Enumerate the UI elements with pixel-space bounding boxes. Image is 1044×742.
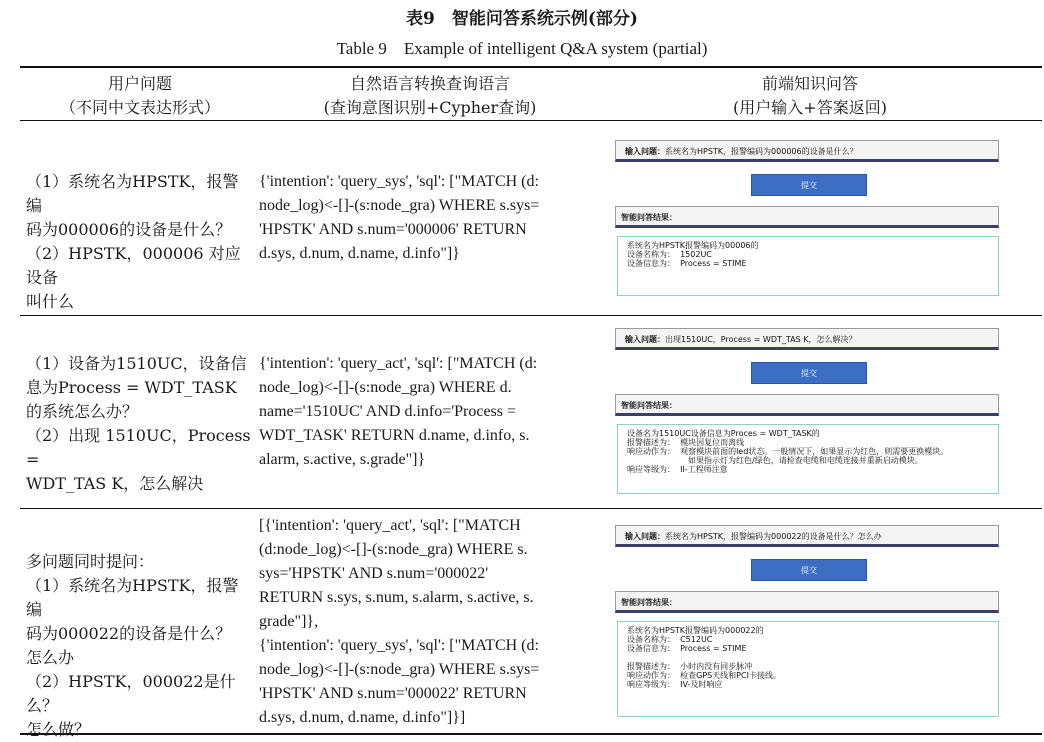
submit-button[interactable]: 提交 — [751, 174, 867, 196]
header-user-question — [20, 72, 260, 120]
row1-question — [26, 170, 251, 314]
result-label: 智能问答结果： — [621, 598, 677, 607]
query-line: {'intention': 'query_sys', 'sql': ["MATCH (d: — [259, 637, 539, 654]
question-line: 怎么办 — [26, 648, 75, 667]
row3-qa-screenshot — [615, 525, 1005, 725]
header-subtext: (用户输入+答案返回) — [733, 98, 887, 117]
answer-line: 设备名称为： 1502UC — [627, 250, 712, 259]
question-line: 怎么做？ — [26, 720, 91, 739]
input-label: 输入问题： — [625, 147, 665, 156]
row2-query — [259, 352, 574, 472]
query-line: {'intention': 'query_sys', 'sql': ["MATCH (d: — [259, 173, 539, 190]
query-line: {'intention': 'query_act', 'sql': ["MATCH (d: — [259, 355, 538, 372]
submit-button[interactable]: 提交 — [751, 559, 867, 581]
query-line: [{'intention': 'query_act', 'sql': ["MATCH — [259, 517, 521, 534]
result-bar — [615, 591, 999, 613]
question-line: 码为000022的设备是什么？ — [26, 624, 232, 643]
question-input-bar[interactable] — [615, 140, 999, 162]
answer-line: 报警描述为： 模块因复位而离线 — [627, 438, 745, 447]
question-line: 息为Process = WDT_TASK — [26, 378, 237, 397]
answer-line: 报警描述为： 小时内没有同步脉冲 — [627, 662, 753, 671]
answer-line: 响应等级为： II-工程师注意 — [627, 465, 728, 474]
input-label: 输入问题： — [625, 532, 665, 541]
table-caption-en: Table 9 Example of intelligent Q&A system (partial) — [336, 39, 708, 58]
row2-question — [26, 352, 251, 496]
question-line: （2）HPSTK，000022是什么？ — [26, 672, 236, 715]
query-line: d.sys, d.num, d.name, d.info"]}] — [259, 709, 466, 726]
question-line: 的系统怎么办？ — [26, 402, 139, 421]
query-line: alarm, s.active, s.grade"]} — [259, 451, 426, 468]
header-query-language — [260, 72, 600, 120]
result-label: 智能问答结果： — [621, 401, 677, 410]
header-rule — [20, 120, 1042, 121]
header-subtext: （不同中文表达形式） — [59, 98, 220, 117]
answer-line: 设备信息为： Process = STIME — [627, 644, 747, 653]
question-line: （2）出现 1510UC，Process = — [26, 426, 251, 469]
row3-question — [26, 550, 251, 742]
header-text: 用户问题 — [107, 74, 172, 93]
header-subtext: (查询意图识别+Cypher查询) — [323, 98, 537, 117]
query-line: name='1510UC' AND d.info='Process = — [259, 403, 517, 420]
question-line: （1）系统名为HPSTK，报警编 — [26, 576, 239, 619]
query-line: WDT_TASK' RETURN d.name, d.info, s. — [259, 427, 530, 444]
query-line: node_log)<-[]-(s:node_gra) WHERE d. — [259, 379, 512, 396]
result-bar — [615, 206, 999, 228]
query-line: d.sys, d.num, d.name, d.info"]} — [259, 245, 460, 262]
row3-query — [259, 514, 574, 730]
query-line: 'HPSTK' AND s.num='000022' RETURN — [259, 685, 527, 702]
query-line: node_log)<-[]-(s:node_gra) WHERE s.sys= — [259, 661, 540, 678]
result-bar — [615, 394, 999, 416]
answer-line: 响应动作为： 检查GPS天线和PCI卡接线。 — [627, 671, 781, 680]
row1-qa-screenshot — [615, 140, 1005, 310]
answer-line: 如果指示灯为红色/绿色，请检查电缆和电缆连接并重新启动模块。 — [627, 456, 923, 465]
query-line: node_log)<-[]-(s:node_gra) WHERE s.sys= — [259, 197, 540, 214]
question-line: 多问题同时提问： — [26, 552, 155, 571]
table-caption-cn: 表9 智能问答系统示例(部分) — [406, 9, 638, 29]
question-input-bar[interactable] — [615, 525, 999, 547]
header-text: 自然语言转换查询语言 — [349, 74, 510, 93]
input-text: 系统名为HPSTK，报警编码为000006的设备是什么？ — [665, 147, 858, 156]
query-line: grade"]}, — [259, 613, 319, 630]
answer-line: 设备信息为： Process = STIME — [627, 259, 747, 268]
query-line: RETURN s.sys, s.num, s.alarm, s.active, s. — [259, 589, 534, 606]
question-line: 码为000006的设备是什么？ — [26, 220, 232, 239]
input-text: 出现1510UC，Process = WDT_TAS K，怎么解决？ — [665, 335, 857, 344]
question-line: （1）系统名为HPSTK，报警编 — [26, 172, 239, 215]
row-divider-2 — [20, 508, 1042, 509]
answer-box — [617, 424, 999, 494]
input-label: 输入问题： — [625, 335, 665, 344]
answer-line: 响应等级为： IV-及时响应 — [627, 680, 723, 689]
header-text: 前端知识问答 — [761, 74, 858, 93]
answer-line: 设备名称为： C512UC — [627, 635, 713, 644]
submit-button[interactable]: 提交 — [751, 362, 867, 384]
answer-line: 系统名为HPSTK报警编码为000022的 — [627, 626, 764, 635]
query-line: sys='HPSTK' AND s.num='000022' — [259, 565, 489, 582]
question-line: WDT_TAS K，怎么解决 — [26, 474, 204, 493]
answer-line: 系统名为HPSTK报警编码为00006的 — [627, 241, 759, 250]
question-line: （1）设备为1510UC，设备信 — [26, 354, 247, 373]
query-line: 'HPSTK' AND s.num='000006' RETURN — [259, 221, 527, 238]
row2-qa-screenshot — [615, 328, 1005, 498]
input-text: 系统名为HPSTK，报警编码为000022的设备是什么？怎么办 — [665, 532, 882, 541]
query-line: (d:node_log)<-[]-(s:node_gra) WHERE s. — [259, 541, 528, 558]
question-line: 叫什么 — [26, 292, 75, 311]
row1-query — [259, 170, 574, 266]
answer-line — [627, 653, 989, 662]
answer-line: 设备名为1510UC设备信息为Proces = WDT_TASK的 — [627, 429, 820, 438]
answer-line: 响应动作为： 观察模块前面的led状态。一般情况下，如果显示为红色，则需要更换模块。 — [627, 447, 949, 456]
result-label: 智能问答结果： — [621, 213, 677, 222]
header-frontend-qa — [610, 72, 1010, 120]
top-rule — [20, 66, 1042, 68]
answer-box — [617, 621, 999, 717]
answer-box — [617, 236, 999, 296]
question-line: （2）HPSTK，000006 对应设备 — [26, 244, 241, 287]
question-input-bar[interactable] — [615, 328, 999, 350]
row-divider-1 — [20, 315, 1042, 316]
